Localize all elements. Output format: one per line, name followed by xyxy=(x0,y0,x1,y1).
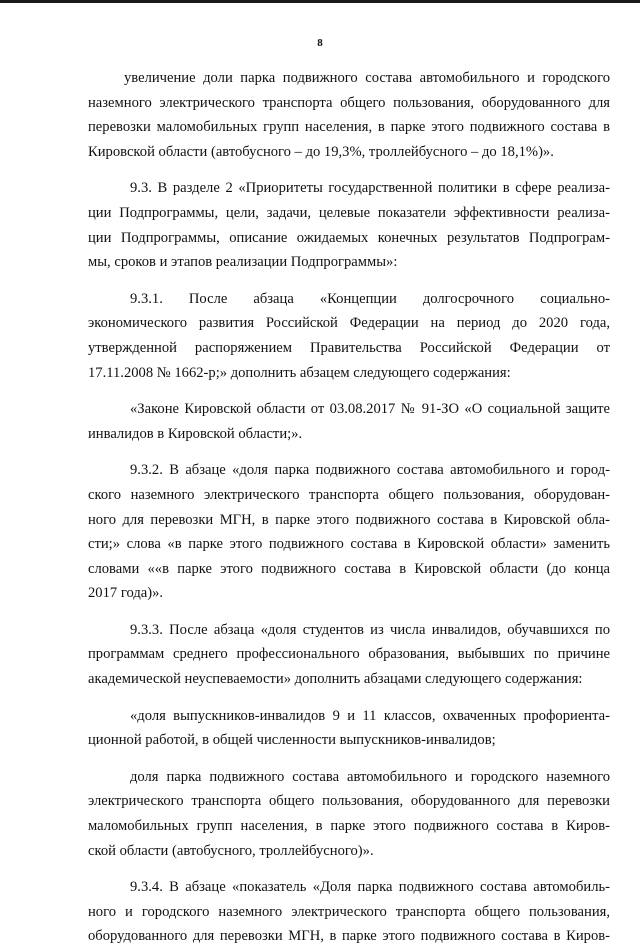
text-line: ного для перевозки МГН, в парке этого подвижного состава в Кировской обла- xyxy=(88,511,610,528)
text-line: оборудованного для перевозки МГН, в парке этого подвижного состава в Киров- xyxy=(88,928,610,945)
text-line: программам среднего профессионального образования, выбывших по причине xyxy=(88,646,610,663)
text-line: ции Подпрограммы, описание ожидаемых конечных результатов Подпрограм- xyxy=(88,229,610,246)
scan-top-edge xyxy=(0,0,640,3)
text-line: словами ««в парке этого подвижного состава в Кировской области (до конца xyxy=(88,560,610,577)
paragraph-quote-transport xyxy=(88,765,610,863)
page-number: 8 xyxy=(317,37,323,49)
text-line: маломобильных групп населения, в парке этого подвижного состава в Киров- xyxy=(88,818,610,835)
text-line: утвержденной распоряжением Правительства Российской Федерации от xyxy=(88,339,610,356)
paragraph-9-3-3 xyxy=(88,618,610,692)
text-line: 9.3.3. После абзаца «доля студентов из числа инвалидов, обучавшихся по xyxy=(130,621,610,638)
paragraph-quote-graduates xyxy=(88,704,610,753)
document-body xyxy=(88,66,610,949)
paragraph-9-3-2 xyxy=(88,458,610,606)
text-line: доля парка подвижного состава автомобильного и городского наземного xyxy=(130,768,610,785)
text-line: ционной работой, в общей численности выпускников-инвалидов; xyxy=(88,732,496,749)
text-line: инвалидов в Кировской области;». xyxy=(88,425,303,442)
text-line: электрического транспорта общего пользования, оборудованного для перевозки xyxy=(88,793,610,810)
text-line: «Законе Кировской области от 03.08.2017 № 91-ЗО «О социальной защите xyxy=(130,401,610,418)
text-line: 9.3.1. После абзаца «Концепции долгосрочного социально- xyxy=(130,290,610,307)
text-line: Кировской области (автобусного – до 19,3%, троллейбусного – до 18,1%)». xyxy=(88,143,554,160)
paragraph-quote-law xyxy=(88,397,610,446)
text-line: «доля выпускников-инвалидов 9 и 11 классов, охваченных профориента- xyxy=(130,707,610,724)
text-line: 17.11.2008 № 1662-р;» дополнить абзацем следующего содержания: xyxy=(88,364,511,381)
text-line: 9.3.2. В абзаце «доля парка подвижного состава автомобильного и город- xyxy=(130,462,610,479)
text-line: сти;» слова «в парке этого подвижного состава в Кировской области» заменить xyxy=(88,536,610,553)
text-line: 9.3.4. В абзаце «показатель «Доля парка подвижного состава автомобиль- xyxy=(130,879,610,896)
text-line: увеличение доли парка подвижного состава автомобильного и городского xyxy=(124,70,610,86)
text-line: ции Подпрограммы, цели, задачи, целевые показатели эффективности реализа- xyxy=(88,204,610,221)
paragraph-9-3-4 xyxy=(88,875,610,949)
text-line: академической неуспеваемости» дополнить абзацами следующего содержания: xyxy=(88,671,583,688)
paragraph-9-3-1 xyxy=(88,287,610,385)
text-line: мы, сроков и этапов реализации Подпрограммы»: xyxy=(88,254,398,271)
text-line: ской области (автобусного, троллейбусного)». xyxy=(88,842,374,859)
text-line: ского наземного электрического транспорта общего пользования, оборудован- xyxy=(88,486,610,503)
text-line: ного и городского наземного электрического транспорта общего пользования, xyxy=(88,903,610,920)
text-line: наземного электрического транспорта общего пользования, оборудованного для xyxy=(88,94,610,111)
text-line: перевозки маломобильных групп населения, в парке этого подвижного состава в xyxy=(88,119,610,136)
text-line: 9.3. В разделе 2 «Приоритеты государственной политики в сфере реализа- xyxy=(130,180,610,197)
text-line: 2017 года)». xyxy=(88,585,164,602)
text-line: экономического развития Российской Федерации на период до 2020 года, xyxy=(88,315,610,332)
paragraph-9-3 xyxy=(88,176,610,274)
paragraph-1 xyxy=(88,66,610,164)
